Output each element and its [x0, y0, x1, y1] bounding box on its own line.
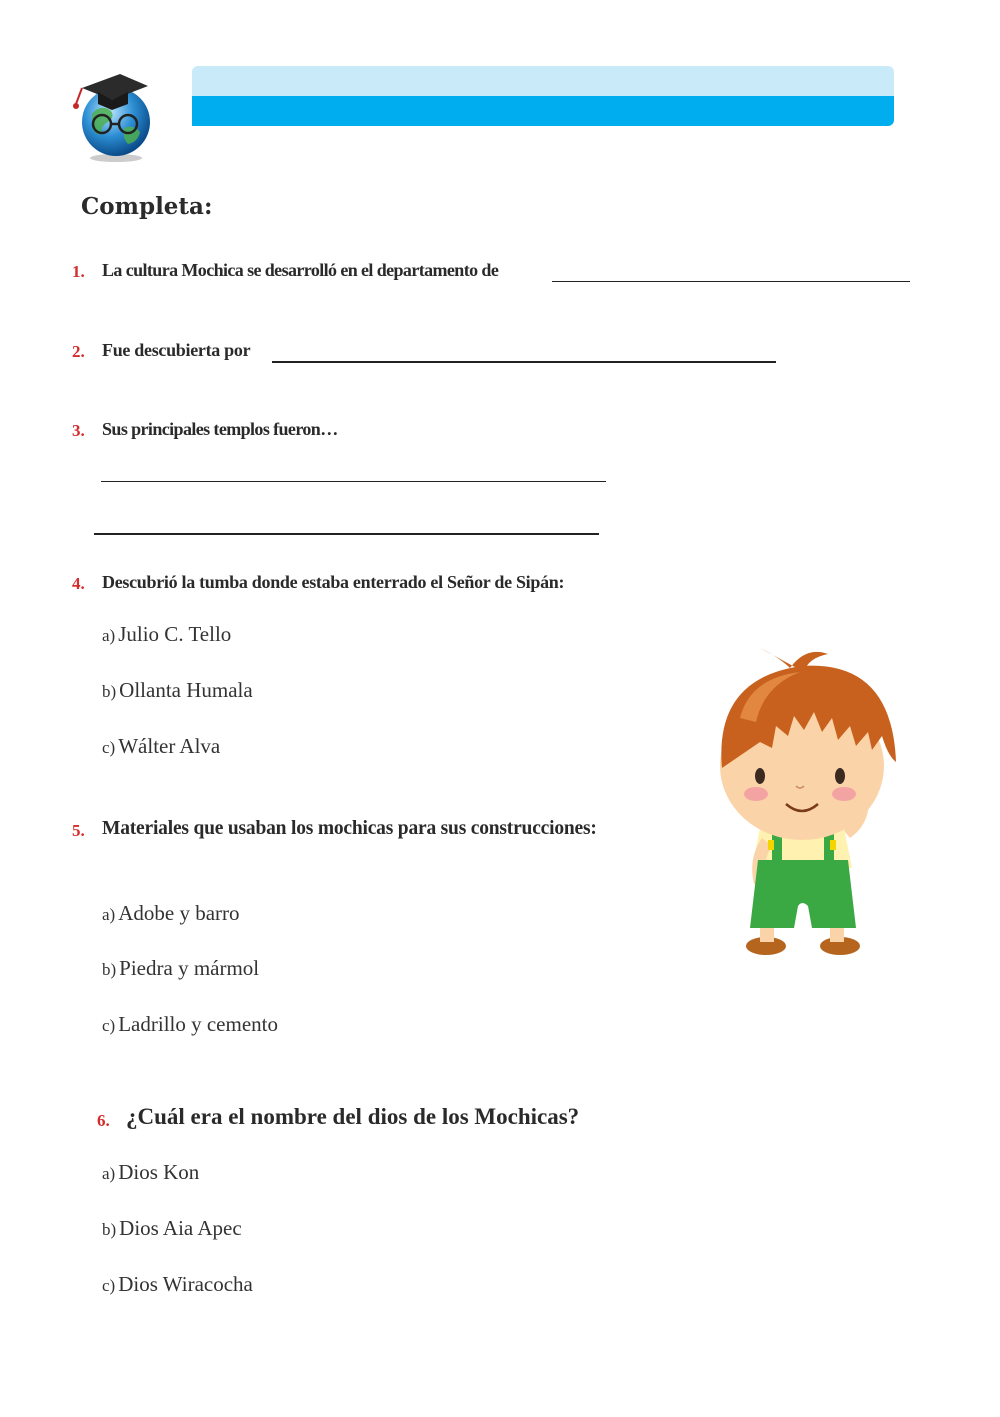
question-4-option-c[interactable]: c) Wálter Alva [102, 734, 221, 758]
answer-line-1[interactable] [552, 281, 910, 282]
answer-line-2[interactable] [272, 361, 776, 363]
question-5-option-c[interactable]: c) Ladrillo y cemento [102, 1012, 278, 1036]
question-4-option-b[interactable]: b) Ollanta Humala [102, 678, 253, 702]
question-2-text: Fue descubierta por [102, 340, 251, 360]
globe-graduation-cap-icon [62, 66, 162, 166]
question-2-number: 2. [72, 342, 85, 361]
question-6-option-c[interactable]: c) Dios Wiracocha [102, 1272, 253, 1296]
question-3-number: 3. [72, 421, 85, 440]
question-5-option-b[interactable]: b) Piedra y mármol [102, 956, 260, 980]
question-6-option-b[interactable]: b) Dios Aia Apec [102, 1216, 242, 1240]
page-title: Completa: [81, 193, 213, 220]
question-6-text: ¿Cuál era el nombre del dios de los Mochicas? [126, 1104, 580, 1129]
question-5-option-a[interactable]: a) Adobe y barro [102, 901, 240, 925]
cartoon-boy-illustration [700, 648, 905, 963]
question-6-number: 6. [97, 1111, 110, 1130]
question-1-text: La cultura Mochica se desarrolló en el departamento de [102, 260, 499, 280]
question-6-option-a[interactable]: a) Dios Kon [102, 1160, 200, 1184]
question-5-text: Materiales que usaban los mochicas para sus construcciones: [102, 818, 597, 839]
answer-line-3a[interactable] [101, 481, 606, 482]
question-4-option-a[interactable]: a) Julio C. Tello [102, 622, 232, 646]
question-1-number: 1. [72, 262, 85, 281]
question-3-text: Sus principales templos fueron… [102, 419, 338, 439]
question-4-number: 4. [72, 574, 85, 593]
header-banner-dark [192, 96, 894, 126]
question-5-number: 5. [72, 821, 85, 840]
header-banner-light [192, 66, 894, 97]
question-4-text: Descubrió la tumba donde estaba enterrado el Señor de Sipán: [102, 572, 565, 592]
answer-line-3b[interactable] [94, 533, 599, 535]
